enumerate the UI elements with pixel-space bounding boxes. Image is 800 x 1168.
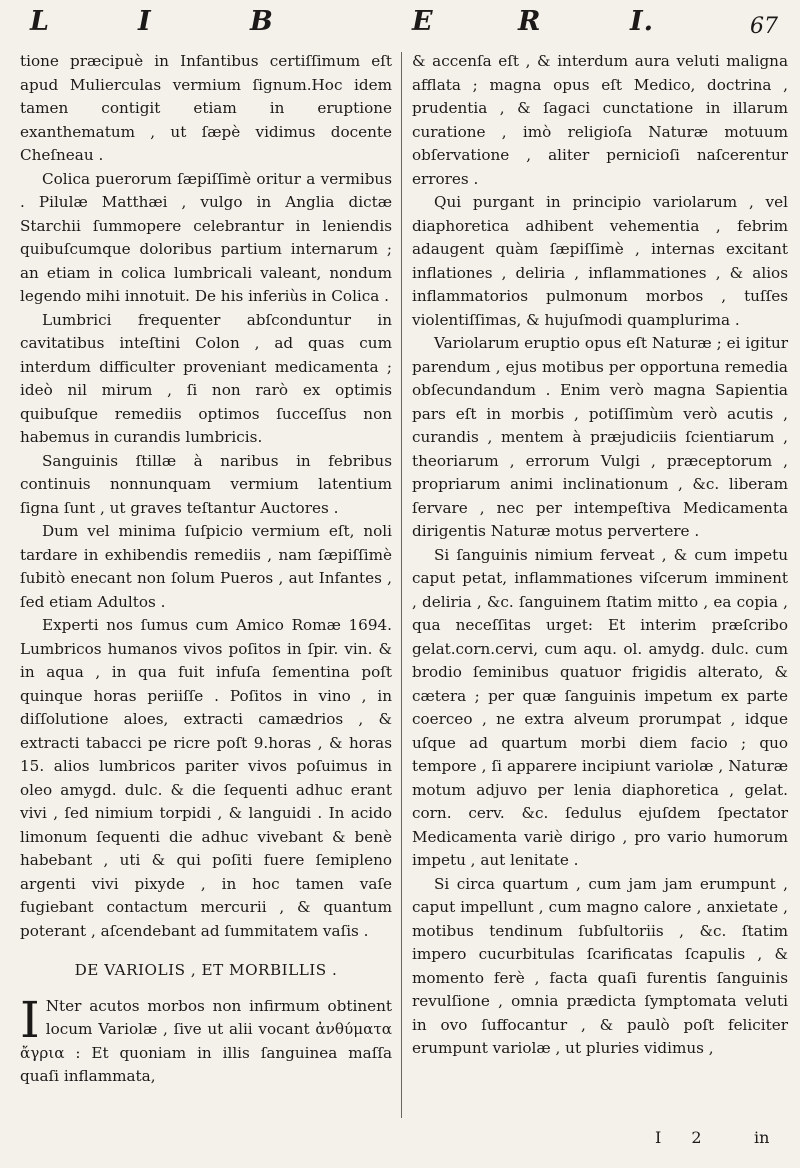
- running-head-letter: B: [250, 6, 274, 37]
- left-column: [20, 50, 392, 1089]
- section-heading: DE VARIOLIS , ET MORBILLIS .: [74, 961, 338, 979]
- paragraph: Experti nos ſumus cum Amico Romæ 1694. Lumbricos humanos vivos poſitos in ſpir. vin. & in aqua , in qua fuit infuſa ſementina poſt quinque horas periiſſe . Poſitos in vino , in diſſolutione aloes, extracti camædrios , & extracti tabacci pe ricre poſt 9.horas , & horas 15. alios lumbricos pariter vivos poſuimus in oleo amygd. dulc. & die ſequenti adhuc erant vivi , ſed nimium torpidi , & languidi . In acido limonum ſequenti die adhuc vivebant & benè habebant , uti & qui poſiti fuere ſemipleno argenti vivi pixyde , in hoc tamen vaſe fugiebant contactum mercurii , & quantum poterant , aſcendebant ad ſummitatem vaſis .: [20, 616, 392, 940]
- right-column: [412, 50, 788, 1061]
- paragraph: Colica puerorum ſæpiſſimè oritur a vermibus . Pilulæ Matthæi , vulgo in Anglia dictæ Starchii ſummopere celebrantur in leniendis quibuſcumque doloribus partium internarum ; an etiam in colica lumbricali valeant, nondum legendo mihi innotuit. De his inferiùs in Colica .: [20, 169, 392, 305]
- running-head: [20, 6, 782, 48]
- running-head-letter: R: [518, 6, 542, 37]
- paragraph: tione præcipuè in Infantibus certiſſimum eſt apud Mulierculas vermium ſignum.Hoc idem tamen contigit etiam in eruptione exanthematum , ut ſæpè vidimus docente Cheſneau .: [20, 52, 392, 164]
- paragraph: Variolarum eruptio opus eſt Naturæ ; ei igitur parendum , ejus motibus per opportuna remedia obſecundandum . Enim verò magna Sapientia pars eſt in morbis , potiſſimùm verò acutis , curandis , mentem à præjudiciis ſcientiarum , theoriarum , errorum Vulgi , præceptorum , propriarum animi inclinationum , &c. liberam ſervare , nec per intempeſtiva Medicamenta dirigentis Naturæ motus pervertere .: [412, 334, 788, 540]
- running-head-letter: E: [412, 6, 434, 37]
- drop-cap: I: [20, 990, 40, 1049]
- paragraph: Lumbrici frequenter abſconduntur in cavitatibus inteſtini Colon , ad quas cum interdum difficulter proveniant medicamenta ; ideò nil mirum , ſi non rarò ex optimis quibuſque remediis optimos ſucceſſus non habemus in curandis lumbricis.: [20, 310, 392, 446]
- running-head-letter: L: [30, 6, 50, 37]
- paragraph: Sanguinis ſtillæ à naribus in febribus continuis nonnunquam vermium latentium ſigna ſunt , ut graves teſtantur Auctores .: [20, 451, 392, 517]
- signature-number: 2: [691, 1128, 732, 1147]
- catchword: in: [754, 1128, 770, 1147]
- section-paragraph: [20, 990, 392, 1089]
- signature-letter: I: [655, 1128, 692, 1147]
- section-text: Nter acutos morbos non infirmum obtinent locum Variolæ , ſive ut alii vocant ἀνθύματα ἄγρια : Et quoniam in illis ſanguinea maſſa quaſi inflammata,: [20, 996, 392, 1085]
- running-head-letter: I.: [630, 6, 655, 37]
- paragraph: & accenſa eſt , & interdum aura veluti maligna afflata ; magna opus eſt Medico, doctrina , prudentia , & ſagaci cunctatione in illarum curatione , imò religioſa Naturæ motuum obſervatione , aliter pernicioſi naſcerentur errores .: [412, 52, 788, 188]
- paragraph: Si ſanguinis nimium ferveat , & cum impetu caput petat, inflammationes viſcerum imminent , deliria , &c. ſanguinem ſtatim mitto , ea copia , qua neceſſitas urget: Et interim præſcribo gelat.corn.cervi, cum aqu. ol. amydg. dulc. cum brodio ſeminibus quatuor frigidis alterato, & cætera ; per quæ ſanguinis impetum ex parte coerceo , ne extra alveum prorumpat , idque uſque ad quartum morbi diem facio ; quo tempore , ſi apparere incipiunt variolæ , Naturæ motum adjuvo per lenia diaphoretica , gelat. corn. cerv. &c. ſedulus ejuſdem ſpectator Medicamenta variè dirigo , pro vario humorum impetu , aut lenitate .: [412, 545, 788, 869]
- signature-mark: [655, 1128, 732, 1147]
- column-rule: [401, 52, 402, 1118]
- paragraph: Qui purgant in principio variolarum , vel diaphoretica adhibent vehementia , febrim adaugent quàm ſæpiſſimè , internas excitant inflationes , deliria , inflammationes , & alios inflammatorios pulmonum morbos , tuſſes violentiſſimas, & hujuſmodi quamplurima .: [412, 193, 788, 329]
- page-number: 67: [750, 14, 778, 39]
- paragraph: Dum vel minima ſuſpicio vermium eſt, noli tardare in exhibendis remediis , nam ſæpiſſimè ſubitò enecant non ſolum Pueros , aut Infantes , ſed etiam Adultos .: [20, 522, 392, 611]
- running-head-letter: I: [138, 6, 152, 37]
- paragraph: Si circa quartum , cum jam jam erumpunt , caput impellunt , cum magno calore , anxietate , motibus tendinum ſubſultoriis , &c. ſtatim impero cucurbitulas ſcarificatas ſcapulis , & momento ferè , facta quaſi furentis ſanguinis revulſione , omnia prædicta ſymptomata veluti in ovo ſuffocantur , & paulò poſt feliciter erumpunt variolæ , ut pluries vidimus ,: [412, 874, 788, 1057]
